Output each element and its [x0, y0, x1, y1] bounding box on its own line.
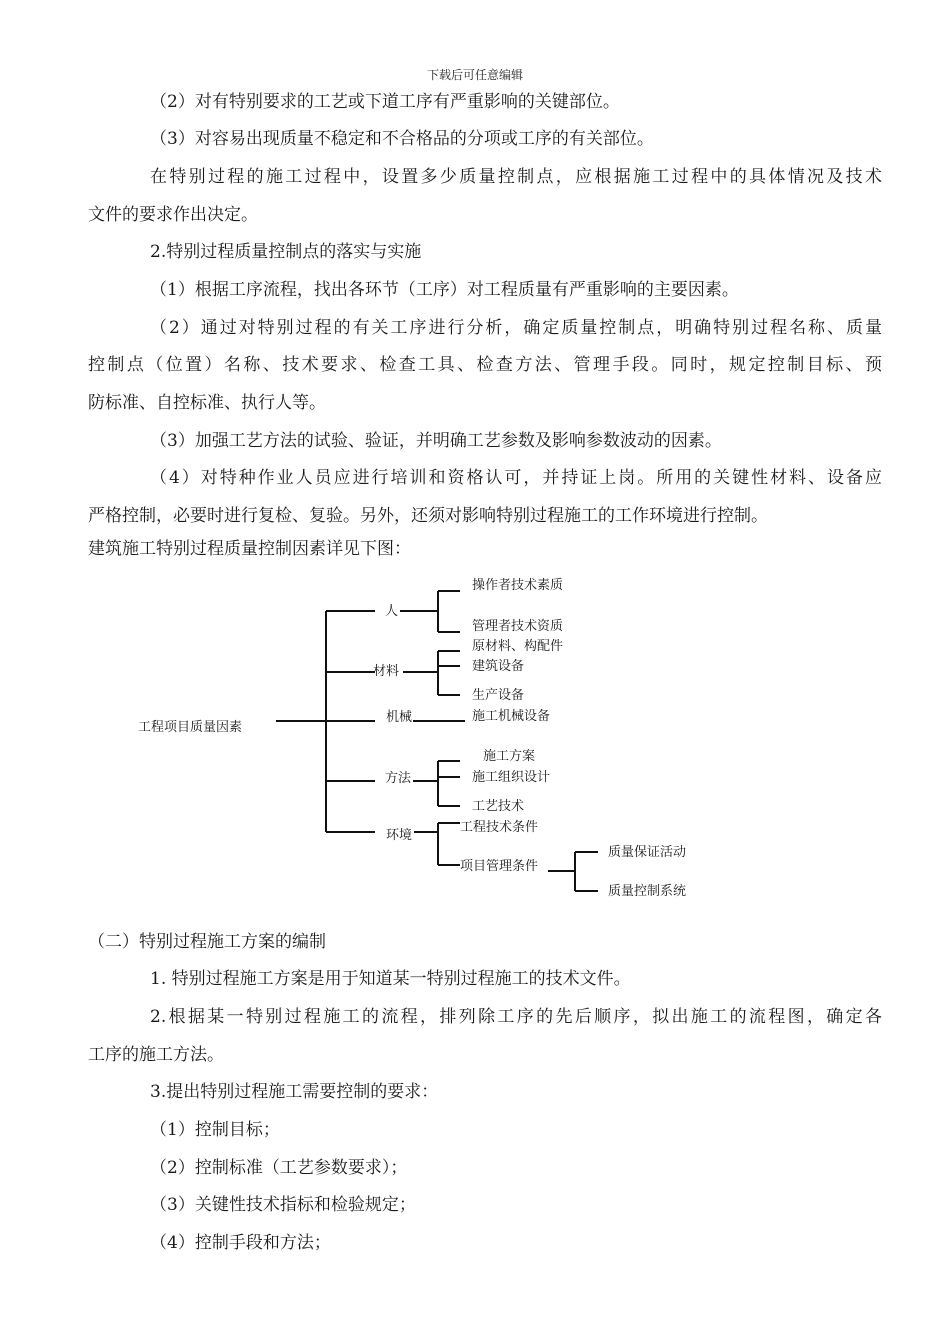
leaf-construction-org-design: 施工组织设计: [472, 770, 551, 785]
list-item: （3）关键性技术指标和检验规定；: [150, 1195, 416, 1215]
paragraph-line: 控制点（位置）名称、技术要求、检查工具、检查方法、管理手段。同时，规定控制目标、预: [88, 355, 882, 375]
branch-materials-label: 材料: [373, 664, 400, 679]
leaf-engineering-tech-conditions: 工程技术条件: [460, 820, 539, 835]
leaf-raw-materials: 原材料、构配件: [472, 639, 564, 654]
leaf-qc-system: 质量控制系统: [608, 884, 687, 899]
leaf-construction-plan: 施工方案: [483, 749, 536, 764]
list-item: （2）控制标准（工艺参数要求）；: [150, 1158, 408, 1178]
paragraph-line: 工序的施工方法。: [88, 1045, 224, 1065]
paragraph-line: （4）对特种作业人员应进行培训和资格认可，并持证上岗。所用的关键性材料、设备应: [150, 468, 882, 488]
paragraph-line: 防标准、自控标准、执行人等。: [88, 393, 326, 413]
paragraph-line: （3）加强工艺方法的试验、验证，并明确工艺参数及影响参数波动的因素。: [150, 431, 722, 451]
leaf-construction-machinery: 施工机械设备: [472, 709, 551, 724]
leaf-production-equipment: 生产设备: [472, 688, 525, 703]
paragraph-line: 文件的要求作出决定。: [88, 205, 258, 225]
leaf-manager-quality: 管理者技术资质: [472, 619, 564, 634]
paragraph-line: （3）对容易出现质量不稳定和不合格品的分项或工序的有关部位。: [150, 129, 654, 149]
section-heading: （二）特别过程施工方案的编制: [88, 932, 326, 952]
paragraph-line: 建筑施工特别过程质量控制因素详见下图：: [88, 539, 411, 559]
leaf-process-technology: 工艺技术: [472, 799, 525, 814]
list-item: （1）控制目标；: [150, 1120, 280, 1140]
paragraph-line: 严格控制，必要时进行复检、复验。另外，还须对影响特别过程施工的工作环境进行控制。: [88, 506, 768, 526]
diagram-root-label: 工程项目质量因素: [138, 720, 243, 735]
paragraph-line: 在特别过程的施工过程中，设置多少质量控制点，应根据施工过程中的具体情况及技术: [150, 167, 882, 187]
leaf-project-mgmt-conditions: 项目管理条件: [460, 859, 539, 874]
page-header: 下载后可任意编辑: [426, 68, 523, 82]
branch-machinery-label: 机械: [386, 710, 413, 725]
paragraph-line: （1）根据工序流程，找出各环节（工序）对工程质量有严重影响的主要因素。: [150, 280, 739, 300]
branch-environment-label: 环境: [386, 828, 413, 843]
leaf-operator-quality: 操作者技术素质: [472, 578, 564, 593]
leaf-building-equipment: 建筑设备: [472, 659, 525, 674]
paragraph-line: 2.根据某一特别过程施工的流程，排列除工序的先后顺序，拟出施工的流程图，确定各: [150, 1007, 882, 1027]
paragraph-line: 3.提出特别过程施工需要控制的要求：: [150, 1082, 439, 1102]
section-heading: 2.特别过程质量控制点的落实与实施: [150, 242, 422, 262]
paragraph-line: 1. 特别过程施工方案是用于知道某一特别过程施工的技术文件。: [150, 969, 631, 989]
leaf-qa-activities: 质量保证活动: [608, 845, 687, 860]
branch-people-label: 人: [385, 604, 399, 619]
paragraph-line: （2）通过对特别过程的有关工序进行分析，确定质量控制点，明确特别过程名称、质量: [150, 318, 882, 338]
list-item: （4）控制手段和方法；: [150, 1233, 331, 1253]
paragraph-line: （2）对有特别要求的工艺或下道工序有严重影响的关键部位。: [150, 92, 620, 112]
branch-methods-label: 方法: [385, 771, 412, 786]
